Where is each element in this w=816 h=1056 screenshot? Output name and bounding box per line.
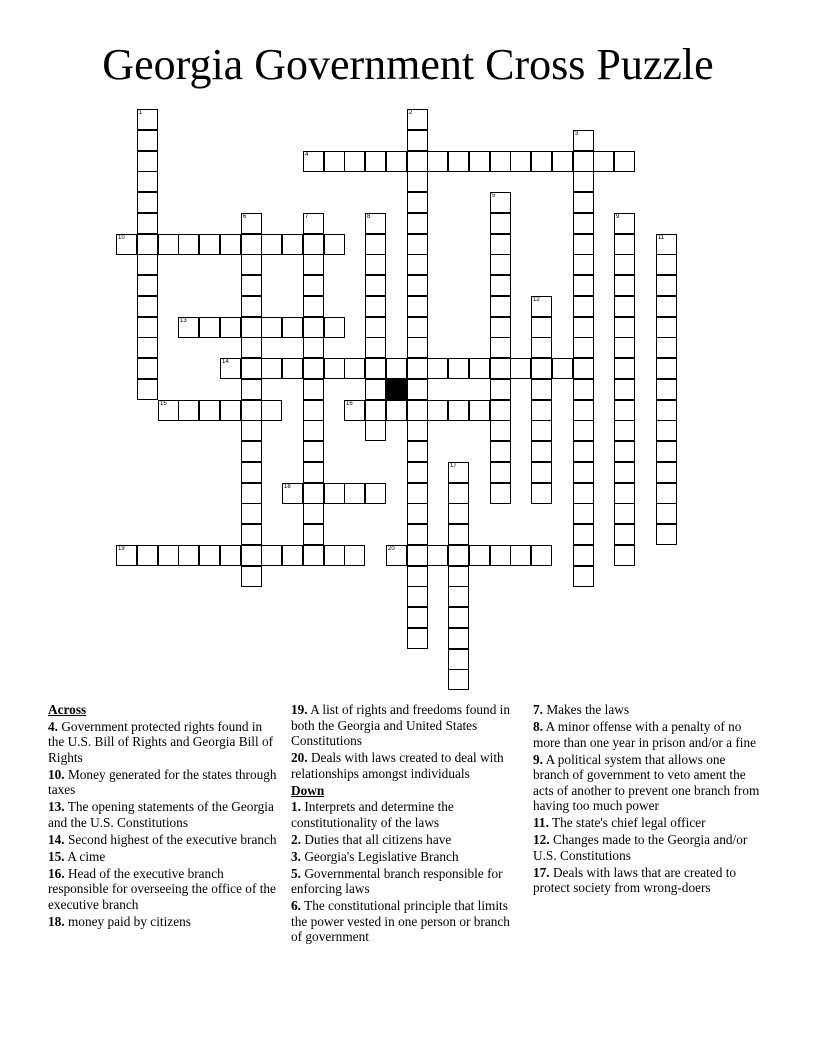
grid-cell[interactable]: [469, 151, 490, 172]
grid-cell[interactable]: [137, 254, 158, 275]
grid-cell[interactable]: [614, 234, 635, 255]
grid-cell[interactable]: [241, 379, 262, 400]
cell-number: 14: [222, 359, 229, 365]
grid-cell[interactable]: [220, 545, 241, 566]
cell-number: 3: [575, 131, 579, 137]
cell-number: 9: [616, 214, 620, 220]
grid-cell[interactable]: [241, 566, 262, 587]
grid-cell[interactable]: [199, 400, 220, 421]
grid-cell[interactable]: [365, 379, 386, 400]
grid-cell[interactable]: [407, 151, 428, 172]
grid-cell[interactable]: [490, 234, 511, 255]
grid-cell[interactable]: [614, 483, 635, 504]
grid-cell[interactable]: [344, 545, 365, 566]
grid-cell[interactable]: [531, 545, 552, 566]
cell-number: 8: [367, 214, 371, 220]
grid-cell[interactable]: [407, 275, 428, 296]
grid-cell[interactable]: [448, 462, 469, 483]
grid-cell[interactable]: [593, 151, 614, 172]
grid-cell[interactable]: [427, 400, 448, 421]
clue-down-11: 11. The state's chief legal officer: [533, 815, 706, 830]
grid-cell[interactable]: [407, 566, 428, 587]
grid-cell[interactable]: [490, 337, 511, 358]
grid-cell[interactable]: [614, 317, 635, 338]
grid-cell[interactable]: [241, 483, 262, 504]
grid-cell[interactable]: [573, 317, 594, 338]
grid-cell[interactable]: [614, 420, 635, 441]
grid-cell[interactable]: [573, 213, 594, 234]
grid-cell[interactable]: [324, 358, 345, 379]
grid-cell[interactable]: [490, 296, 511, 317]
grid-cell[interactable]: [116, 545, 137, 566]
grid-cell[interactable]: [241, 213, 262, 234]
grid-cell[interactable]: [448, 669, 469, 690]
grid-cell[interactable]: [282, 358, 303, 379]
grid-cell[interactable]: [407, 483, 428, 504]
grid-cell[interactable]: [220, 358, 241, 379]
grid-cell[interactable]: [490, 545, 511, 566]
grid-cell[interactable]: [573, 545, 594, 566]
grid-cell[interactable]: [614, 296, 635, 317]
clue-down-9: 9. A political system that allows one branch of government to veto ament the acts of another to prevent one branch from having too much power: [533, 751, 760, 813]
grid-cell[interactable]: [573, 503, 594, 524]
grid-cell[interactable]: [137, 234, 158, 255]
grid-cell[interactable]: [282, 234, 303, 255]
grid-cell[interactable]: [303, 441, 324, 462]
grid-cell[interactable]: [303, 545, 324, 566]
grid-cell[interactable]: [303, 524, 324, 545]
grid-cell[interactable]: [531, 358, 552, 379]
grid-cell[interactable]: [386, 358, 407, 379]
cell-number: 11: [658, 235, 665, 241]
grid-cell[interactable]: [407, 607, 428, 628]
grid-cell[interactable]: [407, 317, 428, 338]
grid-cell[interactable]: [261, 234, 282, 255]
grid-cell[interactable]: [490, 420, 511, 441]
grid-cell[interactable]: [573, 234, 594, 255]
page-title: Georgia Government Cross Puzzle: [102, 40, 714, 89]
grid-cell[interactable]: [344, 400, 365, 421]
grid-cell[interactable]: [510, 545, 531, 566]
grid-cell[interactable]: [531, 420, 552, 441]
grid-cell[interactable]: [365, 483, 386, 504]
grid-cell[interactable]: [137, 317, 158, 338]
grid-cell[interactable]: [365, 358, 386, 379]
grid-cell[interactable]: [137, 192, 158, 213]
grid-cell[interactable]: [241, 545, 262, 566]
grid-cell[interactable]: [137, 130, 158, 151]
grid-cell[interactable]: [552, 358, 573, 379]
grid-cell[interactable]: [303, 317, 324, 338]
grid-cell[interactable]: [137, 171, 158, 192]
grid-cell[interactable]: [365, 254, 386, 275]
grid-cell[interactable]: [220, 317, 241, 338]
grid-cell[interactable]: [614, 462, 635, 483]
grid-cell[interactable]: [448, 586, 469, 607]
cell-number: 15: [160, 401, 167, 407]
grid-cell[interactable]: [407, 545, 428, 566]
grid-cell[interactable]: [448, 358, 469, 379]
grid-cell[interactable]: [407, 379, 428, 400]
grid-cell[interactable]: [573, 296, 594, 317]
grid-cell[interactable]: [448, 400, 469, 421]
grid-cell[interactable]: [137, 275, 158, 296]
grid-cell[interactable]: [137, 296, 158, 317]
grid-cell[interactable]: [656, 503, 677, 524]
grid-cell[interactable]: [303, 275, 324, 296]
grid-cell[interactable]: [614, 358, 635, 379]
grid-cell[interactable]: [241, 317, 262, 338]
grid-cell[interactable]: [407, 358, 428, 379]
grid-cell[interactable]: [324, 234, 345, 255]
grid-cell[interactable]: [448, 524, 469, 545]
grid-cell[interactable]: [241, 441, 262, 462]
grid-cell[interactable]: [241, 337, 262, 358]
grid-cell[interactable]: [241, 503, 262, 524]
grid-cell[interactable]: [573, 441, 594, 462]
grid-cell[interactable]: [614, 545, 635, 566]
grid-cell[interactable]: [573, 566, 594, 587]
clue-across-18: 18. money paid by citizens: [48, 913, 191, 929]
cell-number: 12: [533, 297, 540, 303]
grid-cell[interactable]: [573, 171, 594, 192]
grid-cell[interactable]: [241, 358, 262, 379]
grid-cell[interactable]: [490, 213, 511, 234]
grid-cell[interactable]: [199, 234, 220, 255]
grid-cell[interactable]: [490, 317, 511, 338]
grid-cell[interactable]: [531, 400, 552, 421]
grid-cell[interactable]: [407, 441, 428, 462]
clue-across-14: 14. Second highest of the executive branch: [48, 831, 277, 847]
clue-across-16: 16. Head of the executive branch responsible for overseeing the office of the executive branch: [48, 865, 276, 912]
clue-across-19: 19. A list of rights and freedoms found in both the Georgia and United States Constitutions: [291, 702, 511, 748]
grid-cell[interactable]: [407, 524, 428, 545]
grid-cell[interactable]: [365, 337, 386, 358]
grid-cell[interactable]: [490, 192, 511, 213]
grid-cell[interactable]: [303, 254, 324, 275]
grid-cell[interactable]: [656, 337, 677, 358]
grid-cell[interactable]: [490, 379, 511, 400]
grid-cell[interactable]: [365, 151, 386, 172]
grid-cell[interactable]: [386, 400, 407, 421]
grid-cell[interactable]: [614, 379, 635, 400]
grid-cell[interactable]: [614, 151, 635, 172]
grid-cell[interactable]: [303, 420, 324, 441]
grid-cell[interactable]: [303, 234, 324, 255]
grid-cell[interactable]: [365, 296, 386, 317]
grid-cell[interactable]: [365, 400, 386, 421]
grid-cell[interactable]: [427, 545, 448, 566]
cell-number: 16: [346, 401, 353, 407]
grid-cell[interactable]: [531, 483, 552, 504]
clue-down-3: 3. Georgia's Legislative Branch: [291, 848, 459, 864]
grid-cell[interactable]: [656, 379, 677, 400]
grid-cell[interactable]: [241, 234, 262, 255]
grid-cell[interactable]: [614, 254, 635, 275]
grid-cell[interactable]: [303, 400, 324, 421]
grid-cell[interactable]: [137, 545, 158, 566]
grid-cell[interactable]: [199, 317, 220, 338]
clue-down-1: 1. Interprets and determine the constitutionality of the laws: [291, 799, 454, 830]
clue-across-15: 15. A cime: [48, 848, 106, 864]
grid-cell[interactable]: [137, 337, 158, 358]
grid-cell[interactable]: [469, 358, 490, 379]
grid-cell[interactable]: [365, 234, 386, 255]
grid-cell[interactable]: [407, 130, 428, 151]
grid-cell[interactable]: [407, 254, 428, 275]
grid-cell[interactable]: [573, 400, 594, 421]
grid-cell[interactable]: [573, 524, 594, 545]
down-heading: Down: [291, 782, 325, 798]
grid-cell[interactable]: [490, 483, 511, 504]
grid-cell[interactable]: [324, 317, 345, 338]
grid-cell[interactable]: [448, 628, 469, 649]
grid-cell[interactable]: [158, 400, 179, 421]
grid-cell[interactable]: [490, 441, 511, 462]
grid-cell[interactable]: [531, 151, 552, 172]
grid-cell[interactable]: [614, 275, 635, 296]
clue-column-3: [533, 702, 763, 897]
cell-number: 19: [118, 546, 125, 552]
grid-cell[interactable]: [407, 628, 428, 649]
grid-cell[interactable]: [573, 275, 594, 296]
grid-cell[interactable]: [448, 545, 469, 566]
grid-cell[interactable]: [324, 545, 345, 566]
grid-cell[interactable]: [365, 213, 386, 234]
grid-cell[interactable]: [241, 420, 262, 441]
grid-cell[interactable]: [656, 358, 677, 379]
grid-cell[interactable]: [573, 420, 594, 441]
grid-cell[interactable]: [614, 524, 635, 545]
grid-cell[interactable]: [448, 503, 469, 524]
clue-across-10: 10. Money generated for the states through taxes: [48, 766, 277, 797]
grid-cell[interactable]: [407, 234, 428, 255]
grid-cell[interactable]: [344, 151, 365, 172]
grid-cell[interactable]: [324, 483, 345, 504]
cell-number: 4: [305, 152, 309, 158]
grid-cell[interactable]: [656, 420, 677, 441]
grid-cell[interactable]: [573, 192, 594, 213]
grid-cell[interactable]: [656, 317, 677, 338]
grid-cell[interactable]: [656, 275, 677, 296]
black-cell: [386, 379, 407, 400]
clue-down-5: 5. Governmental branch responsible for enforcing laws: [291, 865, 503, 896]
grid-cell[interactable]: [178, 400, 199, 421]
grid-cell[interactable]: [386, 545, 407, 566]
grid-cell[interactable]: [324, 151, 345, 172]
grid-cell[interactable]: [241, 296, 262, 317]
cell-number: 2: [409, 110, 413, 116]
grid-cell[interactable]: [573, 358, 594, 379]
cell-number: 1: [139, 110, 143, 116]
grid-cell[interactable]: [656, 462, 677, 483]
grid-cell[interactable]: [656, 234, 677, 255]
grid-cell[interactable]: [137, 151, 158, 172]
grid-cell[interactable]: [220, 234, 241, 255]
grid-cell[interactable]: [199, 545, 220, 566]
grid-cell[interactable]: [303, 483, 324, 504]
grid-cell[interactable]: [656, 254, 677, 275]
grid-cell[interactable]: [510, 151, 531, 172]
grid-cell[interactable]: [448, 483, 469, 504]
grid-cell[interactable]: [614, 441, 635, 462]
grid-cell[interactable]: [158, 234, 179, 255]
grid-cell[interactable]: [573, 151, 594, 172]
clue-down-7: 7. Makes the laws: [533, 702, 630, 717]
grid-cell[interactable]: [261, 358, 282, 379]
grid-cell[interactable]: [531, 379, 552, 400]
grid-cell[interactable]: [490, 462, 511, 483]
clue-across-4: 4. Government protected rights found in the U.S. Bill of Rights and Georgia Bill of Rights: [48, 718, 274, 765]
grid-cell[interactable]: [261, 400, 282, 421]
grid-cell[interactable]: [261, 317, 282, 338]
grid-cell[interactable]: [137, 109, 158, 130]
grid-cell[interactable]: [469, 545, 490, 566]
clue-down-6: 6. The constitutional principle that limits the power vested in one person or branch of government: [291, 898, 510, 944]
clue-across-20: 20. Deals with laws created to deal with relationships amongst individuals: [291, 750, 504, 781]
grid-cell[interactable]: [490, 254, 511, 275]
cell-number: 5: [492, 193, 496, 199]
grid-cell[interactable]: [614, 337, 635, 358]
clue-across-13: 13. The opening statements of the Georgia and the U.S. Constitutions: [48, 799, 274, 830]
grid-cell[interactable]: [427, 151, 448, 172]
grid-cell[interactable]: [303, 462, 324, 483]
grid-cell[interactable]: [407, 109, 428, 130]
grid-cell[interactable]: [656, 524, 677, 545]
grid-cell[interactable]: [220, 400, 241, 421]
grid-cell[interactable]: [365, 275, 386, 296]
cell-number: 7: [305, 214, 309, 220]
grid-cell[interactable]: [656, 441, 677, 462]
clue-down-17: 17. Deals with laws that are created to protect society from wrong-doers: [533, 864, 737, 895]
grid-cell[interactable]: [303, 337, 324, 358]
clue-column-2: [291, 702, 523, 946]
clue-down-8: 8. A minor offense with a penalty of no more than one year in prison and/or a fine: [533, 719, 757, 750]
grid-cell[interactable]: [573, 254, 594, 275]
grid-cell[interactable]: [178, 545, 199, 566]
grid-cell[interactable]: [573, 462, 594, 483]
grid-cell[interactable]: [407, 586, 428, 607]
grid-cell[interactable]: [261, 545, 282, 566]
grid-cell[interactable]: [137, 379, 158, 400]
grid-cell[interactable]: [282, 317, 303, 338]
grid-cell[interactable]: [303, 379, 324, 400]
grid-cell[interactable]: [656, 400, 677, 421]
grid-cell[interactable]: [448, 151, 469, 172]
grid-cell[interactable]: [407, 420, 428, 441]
clue-column-1: [48, 702, 278, 931]
grid-cell[interactable]: [448, 649, 469, 670]
grid-cell[interactable]: [448, 607, 469, 628]
grid-cell[interactable]: [573, 379, 594, 400]
clue-down-2: 2. Duties that all citizens have: [291, 831, 452, 847]
grid-cell[interactable]: [137, 358, 158, 379]
grid-cell[interactable]: [614, 213, 635, 234]
grid-cell[interactable]: [241, 524, 262, 545]
cell-number: 18: [284, 484, 291, 490]
grid-cell[interactable]: [407, 171, 428, 192]
grid-cell[interactable]: [531, 337, 552, 358]
grid-cell[interactable]: [282, 545, 303, 566]
grid-cell[interactable]: [344, 358, 365, 379]
grid-cell[interactable]: [490, 151, 511, 172]
grid-cell[interactable]: [510, 358, 531, 379]
grid-cell[interactable]: [137, 213, 158, 234]
grid-cell[interactable]: [573, 483, 594, 504]
grid-cell[interactable]: [344, 483, 365, 504]
grid-cell[interactable]: [614, 503, 635, 524]
across-heading: Across: [48, 702, 87, 717]
cell-number: 10: [118, 235, 125, 241]
grid-cell[interactable]: [531, 317, 552, 338]
grid-cell[interactable]: [656, 483, 677, 504]
grid-cell[interactable]: [614, 400, 635, 421]
grid-cell[interactable]: [303, 213, 324, 234]
grid-cell[interactable]: [241, 400, 262, 421]
grid-cell[interactable]: [448, 566, 469, 587]
grid-cell[interactable]: [531, 296, 552, 317]
grid-cell[interactable]: [573, 337, 594, 358]
grid-cell[interactable]: [303, 358, 324, 379]
grid-cell[interactable]: [490, 400, 511, 421]
grid-cell[interactable]: [407, 503, 428, 524]
grid-cell[interactable]: [407, 337, 428, 358]
grid-cell[interactable]: [407, 192, 428, 213]
grid-cell[interactable]: [116, 234, 137, 255]
grid-cell[interactable]: [469, 400, 490, 421]
grid-cell[interactable]: [656, 296, 677, 317]
grid-cell[interactable]: [490, 358, 511, 379]
cell-number: 17: [450, 463, 457, 469]
grid-cell[interactable]: [552, 151, 573, 172]
cell-number: 20: [388, 546, 395, 552]
grid-cell[interactable]: [407, 400, 428, 421]
grid-cell[interactable]: [303, 296, 324, 317]
cell-number: 13: [180, 318, 187, 324]
clue-down-12: 12. Changes made to the Georgia and/or U.S. Constitutions: [533, 832, 748, 863]
grid-cell[interactable]: [365, 317, 386, 338]
cell-number: 6: [243, 214, 247, 220]
grid-cell[interactable]: [241, 254, 262, 275]
grid-cell[interactable]: [407, 296, 428, 317]
grid-cell[interactable]: [573, 130, 594, 151]
grid-cell[interactable]: [407, 213, 428, 234]
grid-cell[interactable]: [531, 462, 552, 483]
grid-cell[interactable]: [427, 358, 448, 379]
grid-cell[interactable]: [365, 420, 386, 441]
grid-cell[interactable]: [178, 317, 199, 338]
grid-cell[interactable]: [386, 151, 407, 172]
grid-cell[interactable]: [158, 545, 179, 566]
grid-cell[interactable]: [303, 151, 324, 172]
grid-cell[interactable]: [178, 234, 199, 255]
grid-cell[interactable]: [303, 503, 324, 524]
grid-cell[interactable]: [241, 462, 262, 483]
grid-cell[interactable]: [490, 275, 511, 296]
grid-cell[interactable]: [282, 483, 303, 504]
grid-cell[interactable]: [241, 275, 262, 296]
grid-cell[interactable]: [407, 462, 428, 483]
grid-cell[interactable]: [531, 441, 552, 462]
